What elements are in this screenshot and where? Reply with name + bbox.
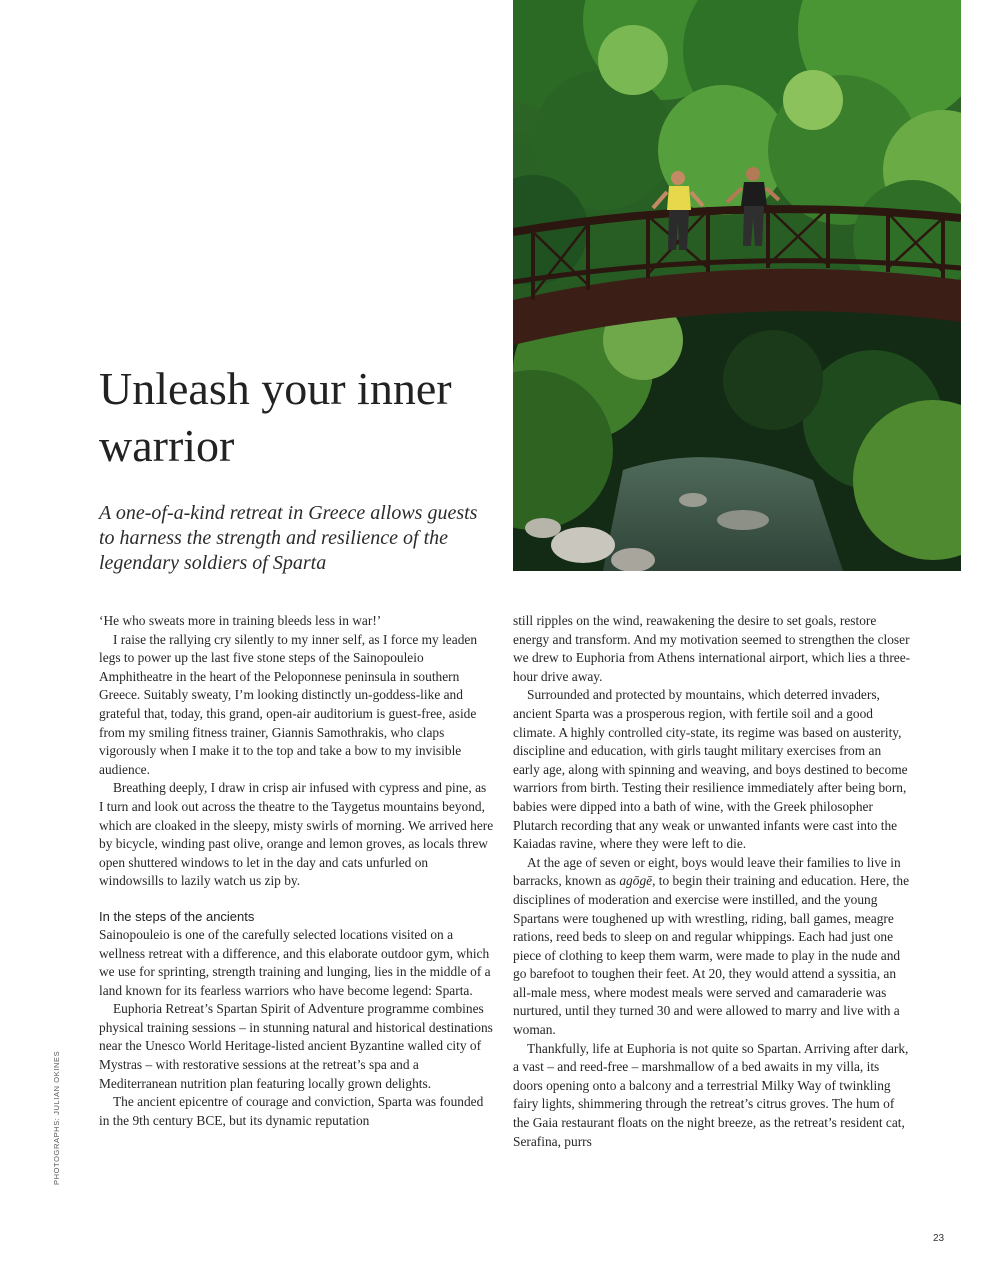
- section-subhead: In the steps of the ancients: [99, 908, 255, 924]
- pull-quote-opening: ‘He who sweats more in training bleeds less in war!’: [99, 613, 382, 628]
- text-run: , to begin their training and education. Here, the disciplines of moderation and exercise were instilled, and the young Spartans were toughened up with wrestling, riding, ball games, meagre rations, reed beds to sleep on and regular whippings. Each had just one piece of clothing to keep them warm, were made to play in the nude and go barefoot to toughen their feet. At 20, they would attend a syssitia, an all-male mess, where modest meals were served and camaraderie was nurtured, until they turned 30 and were allowed to marry and live with a woman.: [513, 873, 910, 1038]
- body-column-right: [513, 612, 911, 1197]
- body-paragraph: I raise the rallying cry silently to my inner self, as I force my leaden legs to power up the last five stone steps of the Sainopouleio Amphitheatre in the heart of the Peloponnese peninsula in southern Greece. Suitably sweaty, I’m looking distinctly un-goddess-like and grateful that, today, this grand, open-air auditorium is guest-free, aside from my smiling fitness trainer, Giannis Samothrakis, who claps vigorously when I make it to the top and take a bow to my invisible audience.: [99, 631, 478, 777]
- body-paragraph: Sainopouleio is one of the carefully selected locations visited on a wellness retreat with a difference, and this elaborate outdoor gym, which we use for sprinting, strength training and lunging, lies in the middle of a land known for its fearless warriors who have become legend: Sparta.: [99, 926, 491, 998]
- standfirst: A one-of-a-kind retreat in Greece allows guests to harness the strength and resilience of the legendary soldiers of Sparta: [99, 502, 478, 574]
- headline: Unleash your inner warrior: [99, 363, 452, 471]
- body-paragraph: [513, 854, 911, 1040]
- body-paragraph: The ancient epicentre of courage and conviction, Sparta was founded in the 9th century BCE, but its dynamic reputation: [99, 1094, 484, 1128]
- photo-credit: PHOTOGRAPHS: JULIAN OKINES: [52, 1050, 61, 1185]
- body-column-left: [99, 612, 494, 1197]
- body-paragraph: Euphoria Retreat’s Spartan Spirit of Adventure programme combines physical training sessions – in stunning natural and historical destinations near the Unesco World Heritage-listed ancient Byzantine walled city of Mystras – with restorative sessions at the retreat’s spa and a Mediterranean nutrition plan featuring locally grown delights.: [99, 1001, 493, 1091]
- body-paragraph: still ripples on the wind, reawakening the desire to set goals, restore energy and transform. And my motivation seemed to strengthen the closer we drew to Euphoria from Athens international airport, which lies a three-hour drive away.: [513, 613, 911, 684]
- italic-term: agōgē: [619, 873, 653, 889]
- body-paragraph: Breathing deeply, I draw in crisp air infused with cypress and pine, as I turn and look out across the theatre to the Taygetus mountains beyond, which are cloaked in the sleepy, misty swirls of morning. We arrived here by bicycle, winding past olive, orange and lemon groves, as locals threw open shuttered windows to let in the day and cats unfurled on windowsills to lazily watch us zip by.: [99, 780, 494, 889]
- forest-bridge-illustration: [513, 0, 961, 571]
- body-paragraph: Surrounded and protected by mountains, which deterred invaders, ancient Sparta was a prosperous region, with fertile soil and a good climate. A highly controlled city-state, its regime was based on austerity, discipline and education, with girls taught military exercises from an early age, along with spinning and weaving, and boys destined to become warriors from birth. Testing their resilience immediately after being born, babies were dipped into a bath of wine, with the Greek philosopher Plutarch recording that any weak or unwanted infants were cast into the Kaiadas ravine, where they were left to die.: [513, 687, 908, 852]
- body-paragraph: Thankfully, life at Euphoria is not quite so Spartan. Arriving after dark, a vast – and reed-free – marshmallow of a bed awaits in my villa, its doors opening onto a balcony and a terrestrial Milky Way of twinkling fairy lights, shimmering through the retreat’s citrus groves. The hum of the Gaia restaurant floats on the night breeze, as the retreat’s resident cat, Serafina, purrs: [513, 1040, 909, 1149]
- text-run: At the age of seven or eight, boys would leave their families to live in barracks, known as: [513, 854, 901, 889]
- hero-photo-bridge: [513, 0, 961, 571]
- page-number: 23: [933, 1233, 945, 1244]
